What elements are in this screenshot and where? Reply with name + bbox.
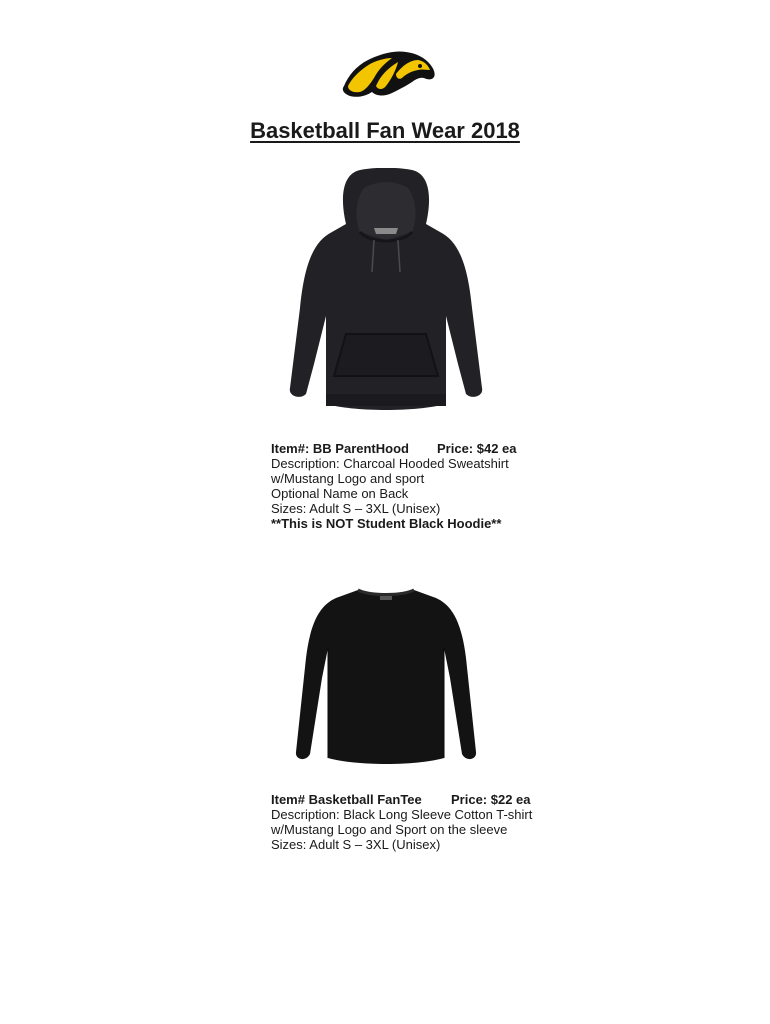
mustang-logo-icon (336, 46, 438, 100)
item-description-cont: w/Mustang Logo and sport (271, 471, 425, 486)
item-header (271, 441, 517, 456)
item-note: **This is NOT Student Black Hoodie** (271, 516, 502, 531)
item-price: Price: $22 ea (451, 792, 531, 807)
item-description: Description: Charcoal Hooded Sweatshirt (271, 456, 509, 471)
item-price: Price: $42 ea (437, 441, 517, 456)
item-option: Optional Name on Back (271, 486, 409, 501)
item-sizes: Sizes: Adult S – 3XL (Unisex) (271, 501, 441, 516)
item-header (271, 792, 532, 807)
item-description: Description: Black Long Sleeve Cotton T-shirt (271, 807, 533, 822)
item-sizes: Sizes: Adult S – 3XL (Unisex) (271, 837, 441, 852)
item-hoodie-details (271, 441, 517, 531)
long-sleeve-tee-image (286, 582, 486, 770)
item-description-cont: w/Mustang Logo and Sport on the sleeve (271, 822, 508, 837)
hoodie-image (286, 168, 486, 420)
item-tee-details (271, 792, 532, 852)
page-title: Basketball Fan Wear 2018 (250, 118, 520, 143)
item-number: Item# Basketball FanTee (271, 792, 422, 807)
item-number: Item#: BB ParentHood (271, 441, 409, 456)
